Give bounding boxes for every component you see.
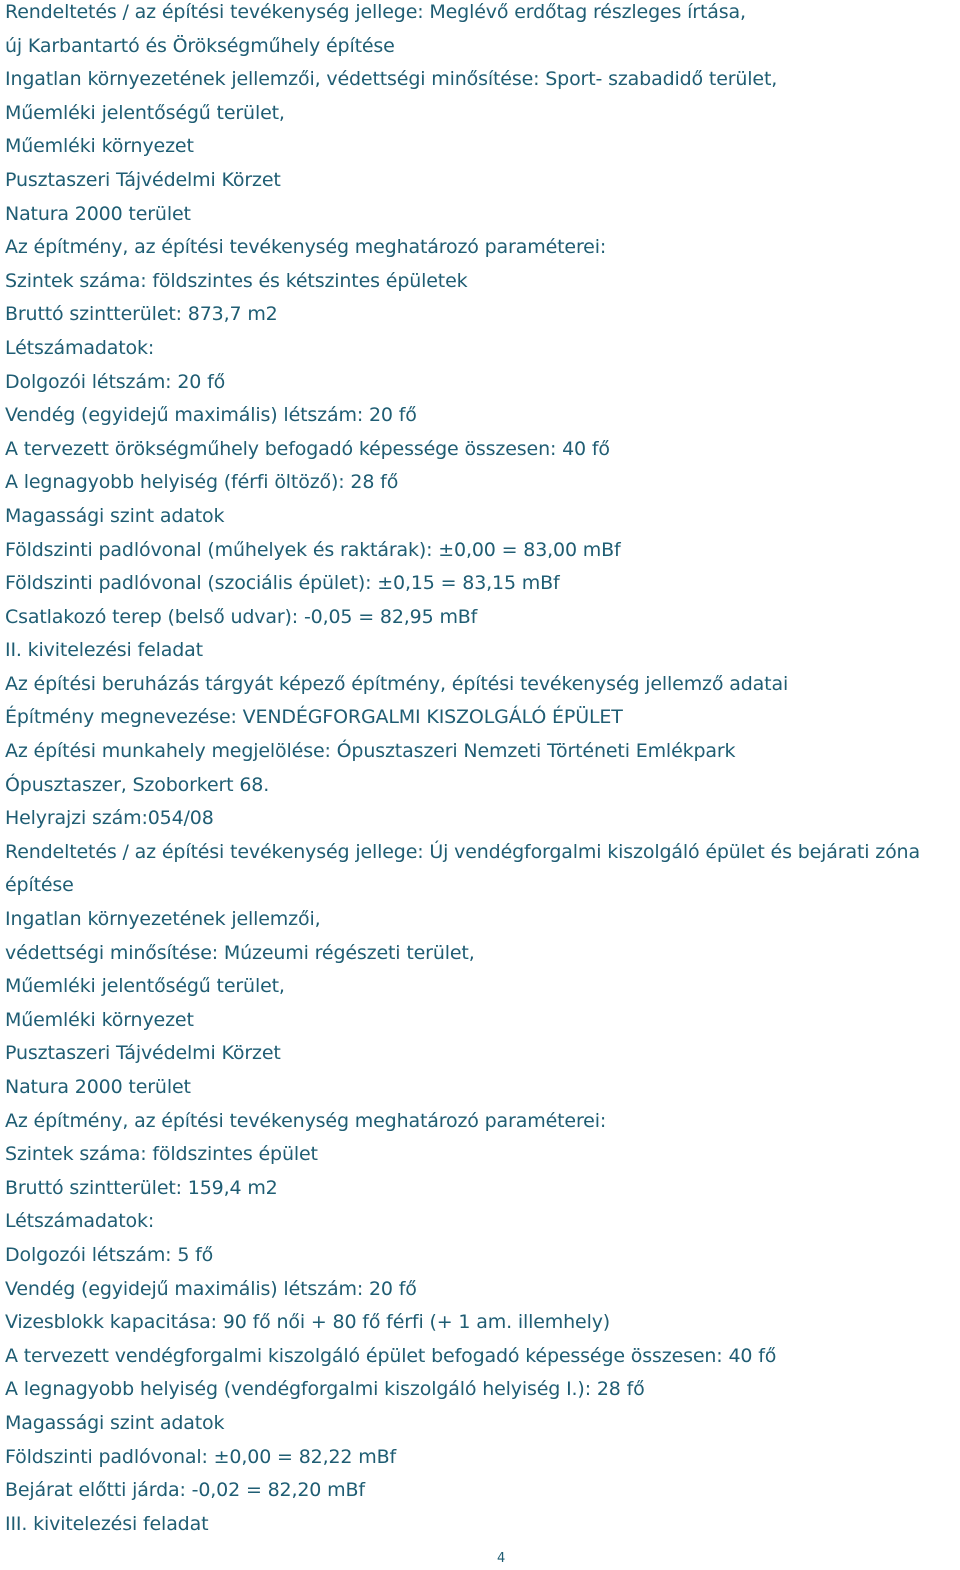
text-line: új Karbantartó és Örökségműhely építése [5,34,395,57]
text-line: Natura 2000 terület [5,202,191,225]
text-line: Műemléki környezet [5,135,194,158]
text-line: védettségi minősítése: Múzeumi régészeti terület, [5,941,475,964]
text-line: Az építmény, az építési tevékenység meghatározó paraméterei: [5,1109,607,1132]
text-line: Szintek száma: földszintes és kétszintes épületek [5,269,468,292]
text-line: Magassági szint adatok [5,504,225,527]
text-line: A tervezett vendégforgalmi kiszolgáló épület befogadó képessége összesen: 40 fő [5,1344,777,1367]
document-body [5,0,957,1541]
text-line: Létszámadatok: [5,1210,155,1233]
text-line: Műemléki környezet [5,1008,194,1031]
text-line: építése [5,874,74,897]
text-line: Vendég (egyidejű maximális) létszám: 20 fő [5,1277,417,1300]
text-line: Földszinti padlóvonal: ±0,00 = 82,22 mBf [5,1445,397,1468]
text-line: Az építési munkahely megjelölése: Ópusztaszeri Nemzeti Történeti Emlékpark [5,740,736,763]
text-line: Natura 2000 terület [5,1076,191,1098]
text-line: Szintek száma: földszintes épület [5,1143,318,1166]
text-line: Bejárat előtti járda: -0,02 = 82,20 mBf [5,1479,365,1502]
text-line: Ópusztaszer, Szoborkert 68. [5,773,270,796]
text-line: Csatlakozó terep (belső udvar): -0,05 = 82,95 mBf [5,605,478,628]
text-line: Helyrajzi szám:054/08 [5,807,214,830]
text-line: Az építési beruházás tárgyát képező építmény, építési tevékenység jellemző adatai [5,672,789,695]
text-line: Földszinti padlóvonal (műhelyek és raktárak): ±0,00 = 83,00 mBf [5,538,621,561]
text-line: Létszámadatok: [5,336,155,359]
text-line: III. kivitelezési feladat [5,1512,209,1535]
text-line: Pusztaszeri Tájvédelmi Körzet [5,1042,281,1065]
text-line: Építmény megnevezése: VENDÉGFORGALMI KISZOLGÁLÓ ÉPÜLET [5,706,623,729]
text-line: Vizesblokk kapacitása: 90 fő női + 80 fő férfi (+ 1 am. illemhely) [5,1311,611,1334]
text-line: Dolgozói létszám: 20 fő [5,370,226,393]
text-line: Az építmény, az építési tevékenység meghatározó paraméterei: [5,236,607,259]
page-number: 4 [497,1551,506,1566]
text-line: Rendeltetés / az építési tevékenység jellege: Meglévő erdőtag részleges írtása, [5,1,746,23]
text-line: Rendeltetés / az építési tevékenység jellege: Új vendégforgalmi kiszolgáló épület és bejárati zóna [5,840,920,863]
text-line: A tervezett örökségműhely befogadó képessége összesen: 40 fő [5,437,610,460]
text-line: Műemléki jelentőségű terület, [5,101,285,124]
text-line: Műemléki jelentőségű terület, [5,975,285,998]
text-line: Ingatlan környezetének jellemzői, [5,908,321,931]
text-line: Magassági szint adatok [5,1411,225,1434]
text-line: Vendég (egyidejű maximális) létszám: 20 fő [5,404,417,427]
text-line: Dolgozói létszám: 5 fő [5,1243,214,1266]
text-line: Ingatlan környezetének jellemzői, védettségi minősítése: Sport- szabadidő terület, [5,68,778,91]
text-line: A legnagyobb helyiség (vendégforgalmi kiszolgáló helyiség I.): 28 fő [5,1378,645,1401]
text-line: Pusztaszeri Tájvédelmi Körzet [5,168,281,191]
text-line: A legnagyobb helyiség (férfi öltöző): 28 fő [5,471,399,494]
text-line: II. kivitelezési feladat [5,639,203,662]
text-line: Földszinti padlóvonal (szociális épület): ±0,15 = 83,15 mBf [5,572,560,595]
text-line: Bruttó szintterület: 159,4 m2 [5,1176,278,1199]
text-line: Bruttó szintterület: 873,7 m2 [5,303,278,326]
